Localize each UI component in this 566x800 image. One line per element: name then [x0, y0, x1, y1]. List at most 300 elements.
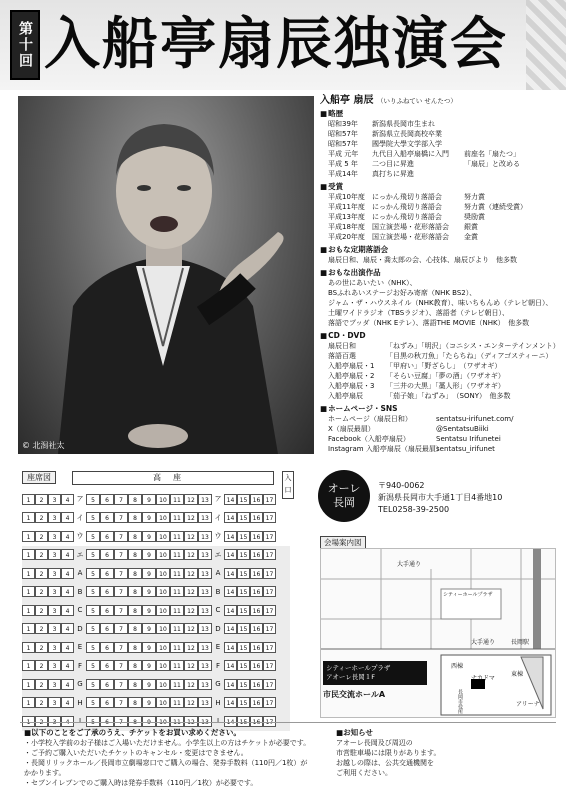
map-east: 東棟	[511, 671, 524, 678]
seat: 15	[237, 716, 250, 727]
seat: 11	[170, 642, 184, 653]
seat: 1	[22, 512, 35, 523]
seat: 9	[142, 531, 156, 542]
seat: 2	[35, 660, 48, 671]
seat: 13	[198, 679, 212, 690]
seat: 9	[142, 697, 156, 708]
awards-cell: 奨励賞	[464, 213, 485, 221]
notice-item: ・小学校入学前のお子様はご入場いただけません。小学生以上の方はチケットが必要です。	[24, 739, 311, 747]
seat: 14	[224, 679, 237, 690]
career-cell: 前座名「扇たつ」	[464, 150, 520, 158]
seat: 16	[250, 586, 263, 597]
seat: 2	[35, 642, 48, 653]
regular-heading: ■ おもな定期落語会	[320, 245, 560, 255]
seat: 7	[114, 549, 128, 560]
seat: 10	[156, 605, 170, 616]
cd-cell: 「そらい豆腐」「夢の酒」（ワザオギ）	[386, 372, 505, 380]
seat: 15	[237, 568, 250, 579]
stage-label: 高座	[72, 471, 274, 485]
seat: 12	[184, 512, 198, 523]
row-label: I	[216, 717, 220, 726]
career-row	[320, 129, 560, 139]
media-item: 土曜ワイドラジオ（TBSラジオ）、落語者（テレビ朝日）、	[328, 309, 510, 317]
seat: 7	[114, 660, 128, 671]
seat: 4	[61, 623, 74, 634]
awards-cell: 努力賞（連続受賞）	[464, 203, 527, 211]
seat: 15	[237, 494, 250, 505]
seat: 8	[128, 586, 142, 597]
notice-item: ・長岡リリックホール／長岡市立劇場窓口でご購入の場合、発券手数料（110円／1枚）がかかります。	[24, 759, 308, 777]
cd-row	[320, 351, 560, 361]
career-row	[320, 169, 560, 179]
career-cell: 真打ちに昇進	[372, 170, 414, 178]
seat: 12	[184, 660, 198, 671]
awards-cell: 国立演芸場・花形落語会	[372, 223, 449, 231]
logo-bottom: 長岡	[333, 496, 355, 509]
seat: 16	[250, 697, 263, 708]
seat: 2	[35, 623, 48, 634]
seat: 5	[86, 494, 100, 505]
media-item: BSふれあいステージお好み寄席（NHK BS2）、	[328, 289, 477, 297]
career-cell: 新潟県立長岡高校卒業	[372, 130, 442, 138]
seat: 17	[263, 697, 276, 708]
seat-row	[22, 527, 290, 546]
link-cell: sentatsu_irifunet	[436, 445, 495, 453]
seat: 9	[142, 549, 156, 560]
seat-row	[22, 490, 290, 509]
seat: 14	[224, 586, 237, 597]
seat: 6	[100, 605, 114, 616]
seat: 10	[156, 716, 170, 727]
row-label: F	[77, 661, 83, 670]
awards-heading: ■ 受賞	[320, 182, 560, 192]
seat: 10	[156, 586, 170, 597]
seat: 16	[250, 494, 263, 505]
seat: 5	[86, 512, 100, 523]
seat: 6	[100, 697, 114, 708]
venue-logo	[318, 470, 370, 522]
seat: 16	[250, 679, 263, 690]
cd-cell: 入船亭扇辰・1	[328, 362, 375, 370]
seat: 14	[224, 605, 237, 616]
seat: 12	[184, 494, 198, 505]
career-row	[320, 149, 560, 159]
awards-cell: 金賞	[464, 233, 478, 241]
seat: 5	[86, 697, 100, 708]
seat: 13	[198, 568, 212, 579]
seat: 4	[61, 716, 74, 727]
cd-row	[320, 361, 560, 371]
seat: 10	[156, 697, 170, 708]
seat: 9	[142, 586, 156, 597]
seat: 8	[128, 660, 142, 671]
seat: 13	[198, 512, 212, 523]
career-cell: 平成14年	[328, 170, 358, 178]
seat: 14	[224, 623, 237, 634]
seat: 7	[114, 568, 128, 579]
seat: 16	[250, 549, 263, 560]
news	[336, 728, 556, 778]
venue-tel: TEL0258-39-2500	[378, 505, 450, 514]
seat: 9	[142, 679, 156, 690]
link-cell: ホームページ（扇辰日和）	[328, 415, 412, 423]
seat: 11	[170, 568, 184, 579]
awards-cell: 平成20年度	[328, 233, 365, 241]
seat-row	[22, 620, 290, 639]
seat: 13	[198, 494, 212, 505]
seat: 8	[128, 494, 142, 505]
link-cell: Facebook（入船亭扇辰）	[328, 435, 410, 443]
seat: 12	[184, 623, 198, 634]
seat: 10	[156, 623, 170, 634]
row-label: E	[215, 643, 221, 652]
seat: 5	[86, 660, 100, 671]
seat: 14	[224, 512, 237, 523]
seat: 11	[170, 494, 184, 505]
seat: 8	[128, 549, 142, 560]
career-cell: 昭和57年	[328, 130, 358, 138]
seat: 9	[142, 660, 156, 671]
map-label: 会場案内図	[320, 536, 366, 549]
career-cell: 平成 5 年	[328, 160, 358, 168]
seat: 15	[237, 586, 250, 597]
seat: 10	[156, 549, 170, 560]
cd-cell: 「目黒の秋刀魚」「たらちね」（ディアゴスティーニ）	[386, 352, 553, 360]
seat: 2	[35, 494, 48, 505]
career-cell: 九代目入船亭扇橋に入門	[372, 150, 449, 158]
map-street-2: 大手通り	[471, 639, 496, 646]
seat: 16	[250, 531, 263, 542]
seat: 11	[170, 623, 184, 634]
awards-row	[320, 222, 560, 232]
cd-row	[320, 381, 560, 391]
seat: 6	[100, 716, 114, 727]
cd-cell: 「ねずみ」「明沢」（コニシス・エンターテインメント）	[386, 342, 560, 350]
seat: 15	[237, 623, 250, 634]
seat: 3	[48, 494, 61, 505]
seat: 17	[263, 642, 276, 653]
seat: 4	[61, 494, 74, 505]
cd-cell: 入船亭扇辰・3	[328, 382, 375, 390]
seat: 15	[237, 512, 250, 523]
seat: 2	[35, 512, 48, 523]
photo-credit: © 北潟社太	[22, 441, 65, 450]
awards-cell: 平成18年度	[328, 223, 365, 231]
row-label: ア	[76, 495, 84, 504]
seat: 3	[48, 586, 61, 597]
seat: 14	[224, 660, 237, 671]
cd-cell: 入船亭扇辰・2	[328, 372, 375, 380]
seat: 6	[100, 679, 114, 690]
seat: 3	[48, 512, 61, 523]
map-station: 長岡駅	[511, 639, 530, 646]
seat: 10	[156, 531, 170, 542]
link-list	[320, 414, 560, 454]
seat: 5	[86, 586, 100, 597]
seat: 13	[198, 642, 212, 653]
seat: 2	[35, 697, 48, 708]
seat: 4	[61, 697, 74, 708]
seat: 4	[61, 512, 74, 523]
seat: 14	[224, 549, 237, 560]
row-label: B	[77, 587, 83, 596]
career-row	[320, 119, 560, 129]
seat: 3	[48, 679, 61, 690]
news-item: お越しの際は、公共交通機関を	[336, 759, 434, 767]
seat: 10	[156, 642, 170, 653]
cd-cell: 「茄子娘」「ねずみ」 （SONY） 他多数	[386, 392, 511, 400]
media-list	[320, 278, 560, 328]
seat: 15	[237, 642, 250, 653]
seat: 11	[170, 531, 184, 542]
seat-row	[22, 601, 290, 620]
seat: 8	[128, 605, 142, 616]
career-list	[320, 119, 560, 179]
performer-photo	[18, 96, 314, 454]
seat: 9	[142, 716, 156, 727]
awards-cell: にっかん飛切り落語会	[372, 203, 442, 211]
awards-cell: にっかん飛切り落語会	[372, 213, 442, 221]
seat: 2	[35, 679, 48, 690]
seat: 17	[263, 716, 276, 727]
seat: 9	[142, 494, 156, 505]
divider	[20, 722, 556, 723]
seat: 6	[100, 586, 114, 597]
career-row	[320, 159, 560, 169]
seat: 13	[198, 660, 212, 671]
link-cell: Instagram 入船亭扇辰（扇辰最屓）	[328, 445, 443, 453]
row-label: ウ	[76, 532, 84, 541]
seat: 3	[48, 697, 61, 708]
news-item: 市営駐車場には限りがあります。	[336, 749, 441, 757]
seat: 1	[22, 642, 35, 653]
seat: 13	[198, 549, 212, 560]
map-arena: アリーナ	[516, 701, 540, 708]
cd-row	[320, 371, 560, 381]
row-label: E	[77, 643, 83, 652]
row-label: C	[215, 606, 221, 615]
row-label: F	[215, 661, 221, 670]
seat: 15	[237, 697, 250, 708]
link-row	[320, 424, 560, 434]
seat: 8	[128, 679, 142, 690]
seat: 6	[100, 642, 114, 653]
seat: 2	[35, 716, 48, 727]
link-row	[320, 444, 560, 454]
seat: 7	[114, 642, 128, 653]
seat: 14	[224, 494, 237, 505]
seating-label: 座席図	[22, 471, 56, 484]
row-label: D	[215, 624, 221, 633]
seat: 9	[142, 605, 156, 616]
seat: 12	[184, 716, 198, 727]
seat: 5	[86, 568, 100, 579]
seat: 1	[22, 549, 35, 560]
awards-row	[320, 232, 560, 242]
cd-cell: 扇辰日和	[328, 342, 356, 350]
career-cell: 「扇辰」と改める	[464, 160, 520, 168]
seat: 1	[22, 660, 35, 671]
map-hall-small: シティーホールプラザ	[443, 592, 493, 598]
decorative-pattern	[526, 0, 566, 90]
news-item: アオーレ長岡及び周辺の	[336, 739, 413, 747]
cd-cell: 入船亭扇辰	[328, 392, 363, 400]
seat: 5	[86, 549, 100, 560]
career-cell: 昭和57年	[328, 140, 358, 148]
seat-row	[22, 638, 290, 657]
row-label: ウ	[214, 532, 222, 541]
seat-chart	[22, 490, 290, 731]
seat: 8	[128, 512, 142, 523]
seat-row	[22, 694, 290, 713]
cd-heading: ■ CD・DVD	[320, 331, 560, 341]
link-cell: X（扇辰最屓）	[328, 425, 375, 433]
seat: 7	[114, 716, 128, 727]
seat: 12	[184, 531, 198, 542]
cd-cell: 落語百選	[328, 352, 356, 360]
awards-cell: にっかん飛切り落語会	[372, 193, 442, 201]
row-label: イ	[76, 513, 84, 522]
map-street: 大手通り	[397, 561, 422, 568]
seat: 7	[114, 586, 128, 597]
seat: 10	[156, 512, 170, 523]
seat: 4	[61, 531, 74, 542]
venue-map	[320, 548, 556, 718]
seat: 12	[184, 568, 198, 579]
row-label: H	[215, 698, 221, 707]
regular-text: 扇辰日和、扇辰・喬太郎の会、心技体、扇辰びより 他多数	[328, 256, 517, 264]
seat: 12	[184, 642, 198, 653]
seat: 7	[114, 531, 128, 542]
cd-cell: 「甲府い」「野ざらし」 （ワザオギ）	[386, 362, 502, 370]
notice-item: ・ご予約ご購入いただいたチケットのキャンセル・変更はできません。	[24, 749, 248, 757]
awards-list	[320, 192, 560, 242]
seat: 3	[48, 623, 61, 634]
seat: 3	[48, 642, 61, 653]
seat: 2	[35, 531, 48, 542]
awards-cell: 平成10年度	[328, 193, 365, 201]
awards-row	[320, 202, 560, 212]
seat: 17	[263, 549, 276, 560]
seat: 15	[237, 679, 250, 690]
media-heading: ■ おもな出演作品	[320, 268, 560, 278]
link-cell: @SentatsuBiiki	[436, 425, 489, 433]
seat: 13	[198, 697, 212, 708]
seat: 2	[35, 586, 48, 597]
seat: 12	[184, 679, 198, 690]
link-row	[320, 434, 560, 444]
notice-item: ・セブンイレブンでのご購入時は発券手数料（110円／1枚）が必要です。	[24, 779, 258, 787]
seat: 1	[22, 531, 35, 542]
seat: 11	[170, 660, 184, 671]
row-label: I	[78, 717, 82, 726]
seat: 4	[61, 660, 74, 671]
seat: 17	[263, 494, 276, 505]
seat: 3	[48, 660, 61, 671]
seat: 10	[156, 494, 170, 505]
seat: 6	[100, 549, 114, 560]
seat-row	[22, 675, 290, 694]
row-label: ア	[214, 495, 222, 504]
awards-cell: 国立演芸場・花形落語会	[372, 233, 449, 241]
seat: 13	[198, 716, 212, 727]
seat: 9	[142, 623, 156, 634]
seat: 10	[156, 679, 170, 690]
entrance-label: 入口	[282, 471, 294, 499]
seat: 11	[170, 716, 184, 727]
seat: 6	[100, 494, 114, 505]
seat: 17	[263, 623, 276, 634]
seat: 12	[184, 605, 198, 616]
link-cell: Sentatsu Irifunetei	[436, 435, 501, 443]
seat: 4	[61, 642, 74, 653]
seat: 4	[61, 605, 74, 616]
seat: 16	[250, 605, 263, 616]
seat: 14	[224, 716, 237, 727]
map-kadoma: ナカドマ	[471, 675, 495, 682]
seat: 10	[156, 568, 170, 579]
career-cell: 新潟県長岡市生まれ	[372, 120, 435, 128]
seat: 5	[86, 642, 100, 653]
hp-heading: ■ ホームページ・SNS	[320, 404, 560, 414]
row-label: イ	[214, 513, 222, 522]
venue-address: 新潟県長岡市大手通1丁目4番地10	[378, 493, 503, 502]
seat: 1	[22, 568, 35, 579]
seat-row	[22, 583, 290, 602]
seat: 7	[114, 512, 128, 523]
map-hall-callout	[323, 661, 427, 685]
seat: 12	[184, 549, 198, 560]
cd-cell: 「三井の大黒」「藁人形」（ワザオギ）	[386, 382, 505, 390]
seat: 17	[263, 605, 276, 616]
seat: 16	[250, 568, 263, 579]
seat-row	[22, 657, 290, 676]
seat-row	[22, 509, 290, 528]
hall-name1: シティーホールプラザ	[326, 664, 391, 672]
seat: 11	[170, 586, 184, 597]
seat: 3	[48, 531, 61, 542]
seat: 11	[170, 697, 184, 708]
seat: 15	[237, 660, 250, 671]
seat: 15	[237, 605, 250, 616]
seat: 3	[48, 549, 61, 560]
seat: 2	[35, 549, 48, 560]
issue-badge: 第十回	[10, 10, 40, 80]
seat: 8	[128, 531, 142, 542]
seat: 3	[48, 716, 61, 727]
seat: 7	[114, 697, 128, 708]
career-cell: 昭和39年	[328, 120, 358, 128]
seat: 13	[198, 531, 212, 542]
seat: 8	[128, 716, 142, 727]
awards-cell: 銀賞	[464, 223, 478, 231]
seat: 14	[224, 568, 237, 579]
seat: 5	[86, 716, 100, 727]
seat: 2	[35, 605, 48, 616]
seat: 12	[184, 586, 198, 597]
career-cell: 平成 元年	[328, 150, 359, 158]
seat: 16	[250, 642, 263, 653]
notices-heading: ■以下のことをご了承のうえ、チケットをお買い求めください。	[24, 728, 241, 737]
seat: 8	[128, 623, 142, 634]
seat: 4	[61, 586, 74, 597]
career-heading: ■ 略歴	[320, 109, 560, 119]
row-label: G	[77, 680, 83, 689]
seat: 15	[237, 531, 250, 542]
seat: 9	[142, 512, 156, 523]
seat: 11	[170, 679, 184, 690]
news-heading: ■お知らせ	[336, 728, 373, 737]
